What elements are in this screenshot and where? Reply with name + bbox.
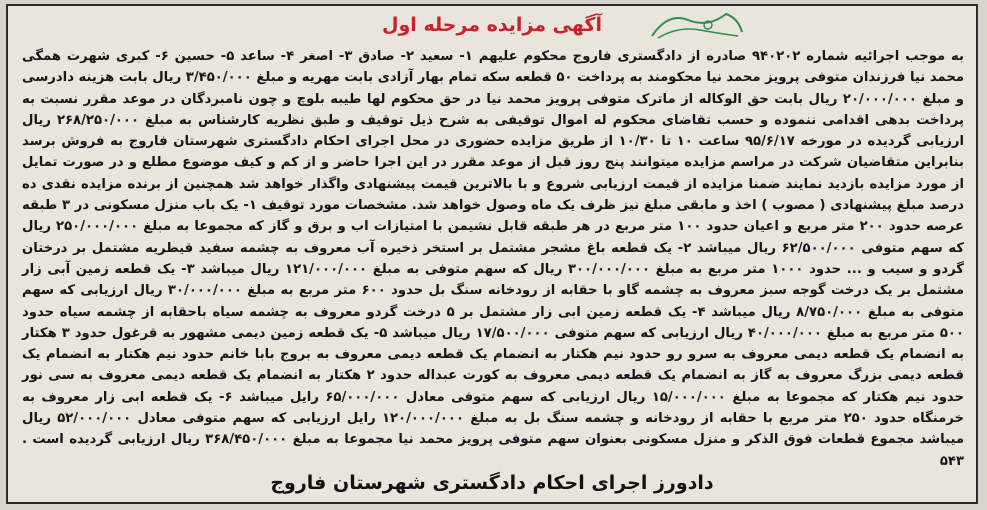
auction-notice xyxy=(6,4,978,504)
notice-body: به موجب اجرائیه شماره ۹۴۰۲۰۲ صادره از دادگستری فاروج محکوم علیهم ۱- سعید ۲- صادق ۳- اصغر ۴- ساعد ۵- حسین ۶- کبری شهرت همگی محمد نیا فرزندان متوفی پرویز محمد نیا محکومند به پرداخت ۵۰ قطعه سکه تمام بهار آزادی بابت مهریه و مبلغ ۳/۴۵۰/۰۰۰ ریال بابت هزینه دادرسی و مبلغ ۲۰/۰۰۰/۰۰۰ ریال بابت حق الوکاله از ماترک متوفی پرویز محمد نیا در حق محکوم لها طیبه بلوچ و چون نامبردگان در موعد مقرر نسبت به پرداخت بدهی اقدامی ننموده و حسب تقاضای محکوم له اموال توقیفی به شرح ذیل توقیف و طبق نظریه کارشناس به مبلغ ۲۶۸/۲۵۰/۰۰۰ ریال ارزیابی گردیده در مورخه ۹۵/۶/۱۷ ساعت ۱۰ تا ۱۰/۳۰ از طریق مزایده حضوری در محل اجرای احکام دادگستری شهرستان فاروج به فروش برسد بنابراین متقاضیان شرکت در مراسم مزایده میتوانند پنج روز قبل از موعد مقرر در این اجرا حاضر و از کم و کیف موضوع مطلع و در صورت تمایل از مورد مزایده بازدید نمایند ضمنا مزایده از قیمت ارزیابی شروع و با بالاترین قیمت پیشنهادی واگذار خواهد شد همچنین از برنده مزایده نقدی ده درصد مبلغ پیشنهادی ( مصوب ) اخذ و مابقی مبلغ نیز ظرف یک ماه وصول خواهد شد. مشخصات مورد توقیف ۱- یک باب منزل مسکونی در ۳ طبقه عرصه حدود ۲۰۰ متر مربع و اعیان حدود ۱۰۰ متر مربع در هر طبقه قابل نشیمن با امتیازات اب و برق و گاز که مجموعا به مبلغ ۲۵۰/۰۰۰/۰۰۰ ریال که سهم متوفی ۶۲/۵۰۰/۰۰۰ ریال میباشد ۲- یک قطعه باغ مشجر مشتمل بر استخر ذخیره آب معروف به چشمه سفید قیطریه مشتمل بر درختان گردو و سیب و ... حدود ۱۰۰۰ متر مربع به مبلغ ۳۰۰/۰۰۰/۰۰۰ ریال که سهم متوفی به مبلغ ۱۲۱/۰۰۰/۰۰۰ ریال میباشد ۳- یک قطعه زمین آبی زار مشتمل بر یک درخت گوجه سبز معروف به چشمه گاو با حقابه از رودخانه سنگ بل حدود ۶۰۰ متر مربع به مبلغ ۳۰/۰۰۰/۰۰۰ ریال ارزیابی که سهم متوفی به مبلغ ۸/۷۵۰/۰۰۰ ریال میباشد ۴- یک قطعه زمین ابی زار مشتمل بر ۵ درخت گردو معروف به چشمه سیاه باحقابه از چشمه سیاه حدود ۵۰۰ متر مربع به مبلغ ۴۰/۰۰۰/۰۰۰ ریال ارزیابی که سهم متوفی ۱۷/۵۰۰/۰۰۰ ریال میباشد ۵- یک قطعه زمین دیمی مشهور به قرغول حدود ۳ هکتار به انضمام یک قطعه دیمی معروف به سرو رو حدود نیم هکتار به انضمام یک قطعه دیمی معروف به بروج بابا خانم حدود نیم هکتار به انضمام یک قطعه دیمی بزرگ معروف به گاز به انضمام یک قطعه دیمی معروف به کورت عبداله حدود ۲ هکتار به انضمام یک قطعه دیمی معروف به سی نور حدود نیم هکتار که مجموعا به مبلغ ۱۵/۰۰۰/۰۰۰ ریال ارزیابی که سهم متوفی معادل ۶۵/۰۰۰/۰۰۰ رایل میباشد ۶- یک قطعه ابی زار معروف به خرمنگاه حدود ۲۵۰ متر مربع با حقابه از رودخانه و چشمه سنگ بل به مبلغ ۱۲۰/۰۰۰/۰۰۰ رایل ارزیابی که سهم متوفی معادل ۵۲/۰۰۰/۰۰۰ ریال میباشد مجموع قطعات فوق الذکر و منزل مسکونی بعنوان سهم متوفی پرویز محمد نیا مجموعا به مبلغ ۳۶۸/۴۵۰/۰۰۰ ریال ارزیابی گردیده است . ۵۴۳ xyxy=(22,49,965,469)
notice-title: آگهی مزایده مرحله اول xyxy=(382,14,602,36)
notice-signature: دادورز اجرای احکام دادگستری شهرستان فاروج xyxy=(270,472,714,494)
